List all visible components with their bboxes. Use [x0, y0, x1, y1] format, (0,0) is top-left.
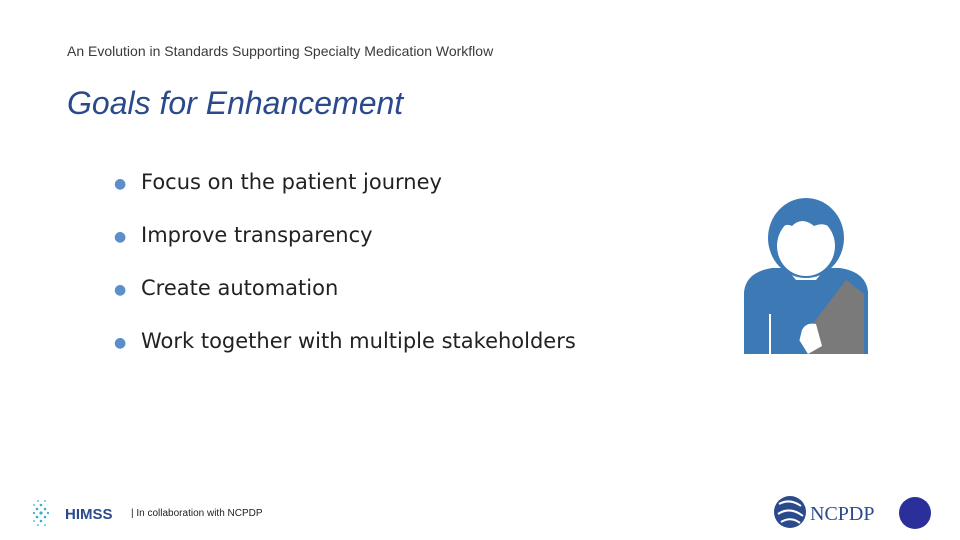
- bullet-item: [114, 170, 576, 223]
- himss-logo-text: HIMSS: [65, 506, 113, 523]
- bullet-text: Improve transparency: [141, 223, 373, 247]
- himss-logo: [31, 497, 121, 529]
- bullet-text: Create automation: [141, 276, 339, 300]
- bullet-icon: ●: [114, 176, 127, 192]
- bullet-icon: ●: [114, 335, 127, 351]
- bullet-icon: ●: [114, 229, 127, 245]
- ncpdp-logo-text: NCPDP: [810, 503, 875, 525]
- bullet-list: [114, 170, 576, 382]
- bullet-item: [114, 223, 576, 276]
- bullet-text: Focus on the patient journey: [141, 170, 442, 194]
- bullet-item: [114, 276, 576, 329]
- collaboration-text: | In collaboration with NCPDP: [131, 508, 263, 519]
- circle-badge: [899, 497, 931, 529]
- ncpdp-logo: [773, 494, 893, 530]
- patient-with-sling-icon: [742, 196, 870, 354]
- slide-title: Goals for Enhancement: [67, 85, 404, 121]
- bullet-item: [114, 329, 576, 382]
- bullet-icon: ●: [114, 282, 127, 298]
- slide-supertitle: An Evolution in Standards Supporting Specialty Medication Workflow: [67, 43, 494, 59]
- bullet-text: Work together with multiple stakeholders: [141, 329, 576, 353]
